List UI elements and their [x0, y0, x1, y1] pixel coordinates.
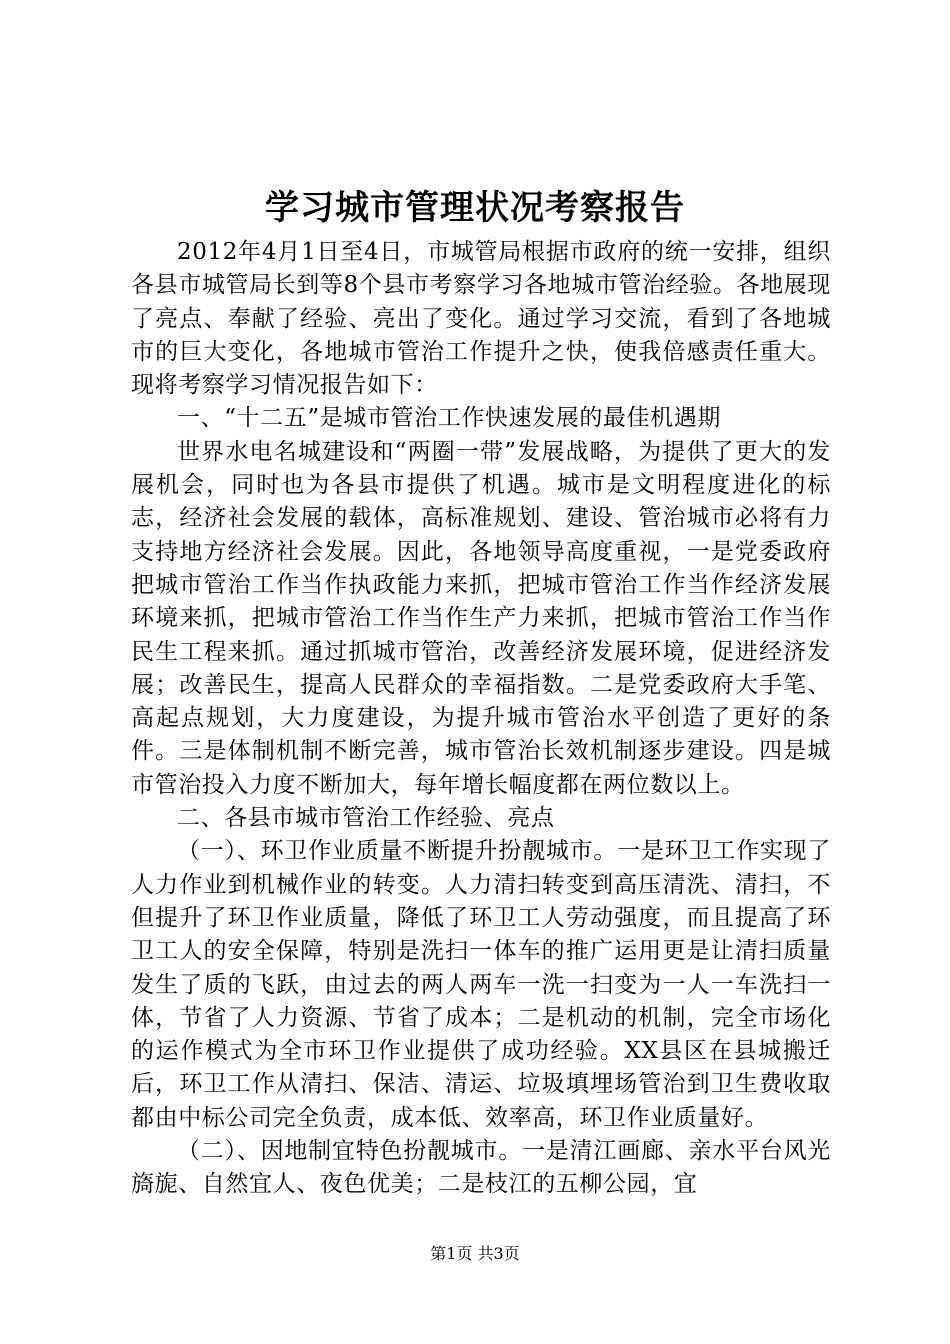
- section-heading-2: 二、各县市城市管治工作经验、亮点: [177, 805, 555, 832]
- document-body: [131, 236, 831, 1202]
- section-heading-1: 一、“十二五”是城市管治工作快速发展的最佳机遇期: [177, 405, 721, 432]
- paragraph-subsection-1: （一）、环卫作业质量不断提升扮靓城市。一是环卫工作实现了人力作业到机械作业的转变。人力清扫转变到高压清洗、清扫，不但提升了环卫作业质量，降低了环卫工人劳动强度，而且提高了环卫工人的安全保障，特别是洗扫一体车的推广运用更是让清扫质量发生了质的飞跃，由过去的两人两车一洗一扫变为一人一车洗扫一体，节省了人力资源、节省了成本；二是机动的机制，完全市场化的运作模式为全市环卫作业提供了成功经验。XX县区在县城搬迁后，环卫工作从清扫、保洁、清运、垃圾填埋场管治到卫生费收取都由中标公司完全负责，成本低、效率高，环卫作业质量好。: [131, 838, 831, 1131]
- paragraph-intro: 2012年4月1日至4日，市城管局根据市政府的统一安排，组织各县市城管局长到等8个县市考察学习各地城市管治经验。各地展现了亮点、奉献了经验、亮出了变化。通过学习交流，看到了各地城市的巨大变化，各地城市管治工作提升之快，使我倍感责任重大。现将考察学习情况报告如下：: [131, 239, 831, 399]
- paragraph-subsection-2: （二）、因地制宜特色扮靓城市。一是清江画廊、亲水平台风光旖旎、自然宜人、夜色优美；二是枝江的五柳公园，宜: [131, 1138, 831, 1198]
- paragraph-section-1: 世界水电名城建设和“两圈一带”发展战略，为提供了更大的发展机会，同时也为各县市提供了机遇。城市是文明程度进化的标志，经济社会发展的载体，高标准规划、建设、管治城市必将有力支持地方经济社会发展。因此，各地领导高度重视，一是党委政府把城市管治工作当作执政能力来抓，把城市管治工作当作经济发展环境来抓，把城市管治工作当作生产力来抓，把城市管治工作当作民生工程来抓。通过抓城市管治，改善经济发展环境，促进经济发展；改善民生，提高人民群众的幸福指数。二是党委政府大手笔、高起点规划，大力度建设，为提升城市管治水平创造了更好的条件。三是体制机制不断完善，城市管治长效机制逐步建设。四是城市管治投入力度不断加大，每年增长幅度都在两位数以上。: [131, 438, 831, 798]
- page-footer: 第1页 共3页: [430, 1244, 520, 1263]
- document-title: 学习城市管理状况考察报告: [265, 188, 685, 228]
